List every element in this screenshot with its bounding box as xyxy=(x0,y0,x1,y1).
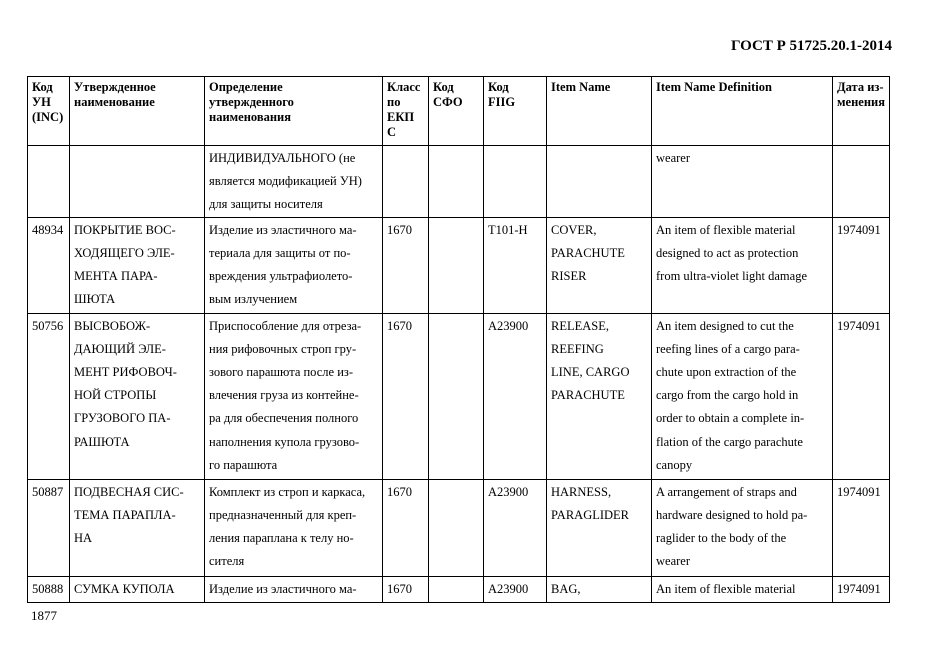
cell-item-name: HARNESS, PARAGLIDER xyxy=(547,479,652,576)
column-header-item-definition: Item Name Definition xyxy=(652,77,833,146)
cell-inc: 50888 xyxy=(28,576,70,602)
cell-item-name: COVER, PARACHUTE RISER xyxy=(547,217,652,313)
cell-fiig: A23900 xyxy=(484,576,547,602)
cell-item-name xyxy=(547,146,652,218)
column-header-item-name: Item Name xyxy=(547,77,652,146)
column-header-definition: Определение утвержденного наименования xyxy=(205,77,383,146)
cell-item-definition: wearer xyxy=(652,146,833,218)
cell-date: 1974091 xyxy=(833,313,890,479)
cell-name: ВЫСВОБОЖ- ДАЮЩИЙ ЭЛЕ- МЕНТ РИФОВОЧ- НОЙ СТРОПЫ ГРУЗОВОГО ПА- РАШЮТА xyxy=(70,313,205,479)
cell-class: 1670 xyxy=(383,217,429,313)
cell-class: 1670 xyxy=(383,576,429,602)
cell-sfo xyxy=(429,313,484,479)
column-header-class: Класс по ЕКП С xyxy=(383,77,429,146)
page-number: 1877 xyxy=(31,608,57,623)
cell-class xyxy=(383,146,429,218)
column-header-sfo: Код СФО xyxy=(429,77,484,146)
cell-date: 1974091 xyxy=(833,217,890,313)
cell-sfo xyxy=(429,217,484,313)
cell-fiig xyxy=(484,146,547,218)
cell-fiig: T101-H xyxy=(484,217,547,313)
cell-sfo xyxy=(429,146,484,218)
cell-inc xyxy=(28,146,70,218)
cell-item-definition: An item of flexible material designed to act as protection from ultra-violet light damage xyxy=(652,217,833,313)
table-row xyxy=(28,146,890,218)
cell-item-name: BAG, xyxy=(547,576,652,602)
cell-sfo xyxy=(429,479,484,576)
cell-name: СУМКА КУПОЛА xyxy=(70,576,205,602)
cell-name: ПОКРЫТИЕ ВОС- ХОДЯЩЕГО ЭЛЕ- МЕНТА ПАРА- ШЮТА xyxy=(70,217,205,313)
cell-item-definition: An item designed to cut the reefing lines of a cargo para- chute upon extraction of the cargo from the cargo hold in order to obtain a complete in- flation of the cargo parachute canopy xyxy=(652,313,833,479)
cell-fiig: A23900 xyxy=(484,313,547,479)
table-header-row xyxy=(28,77,890,146)
cell-definition: Комплект из строп и каркаса, предназначенный для креп- ления параплана к телу но- сителя xyxy=(205,479,383,576)
cell-date: 1974091 xyxy=(833,479,890,576)
cell-item-definition: A arrangement of straps and hardware designed to hold pa- raglider to the body of the wearer xyxy=(652,479,833,576)
cell-date xyxy=(833,146,890,218)
cell-definition: Приспособление для отреза- ния рифовочных строп гру- зового парашюта после из- влечения груза из контейне- ра для обеспечения полного наполнения купола грузово- го парашюта xyxy=(205,313,383,479)
column-header-date: Дата из- менения xyxy=(833,77,890,146)
cell-item-definition: An item of flexible material xyxy=(652,576,833,602)
cell-date: 1974091 xyxy=(833,576,890,602)
cell-name: ПОДВЕСНАЯ СИС- ТЕМА ПАРАПЛА- НА xyxy=(70,479,205,576)
table-row xyxy=(28,313,890,479)
cell-sfo xyxy=(429,576,484,602)
cell-definition: Изделие из эластичного ма- xyxy=(205,576,383,602)
catalog-table xyxy=(27,76,890,603)
cell-class: 1670 xyxy=(383,479,429,576)
standard-number: ГОСТ Р 51725.20.1-2014 xyxy=(730,38,892,54)
cell-inc: 50756 xyxy=(28,313,70,479)
cell-inc: 50887 xyxy=(28,479,70,576)
cell-name xyxy=(70,146,205,218)
cell-fiig: A23900 xyxy=(484,479,547,576)
cell-item-name: RELEASE, REEFING LINE, CARGO PARACHUTE xyxy=(547,313,652,479)
cell-definition: Изделие из эластичного ма- териала для защиты от по- вреждения ультрафиолето- вым излучением xyxy=(205,217,383,313)
cell-definition: ИНДИВИДУАЛЬНОГО (не является модификацией УН) для защиты носителя xyxy=(205,146,383,218)
column-header-fiig: Код FIIG xyxy=(484,77,547,146)
column-header-name: Утвержденное наименование xyxy=(70,77,205,146)
table-row xyxy=(28,217,890,313)
cell-inc: 48934 xyxy=(28,217,70,313)
table-row xyxy=(28,576,890,602)
table-row xyxy=(28,479,890,576)
column-header-inc: Код УН (INC) xyxy=(28,77,70,146)
cell-class: 1670 xyxy=(383,313,429,479)
